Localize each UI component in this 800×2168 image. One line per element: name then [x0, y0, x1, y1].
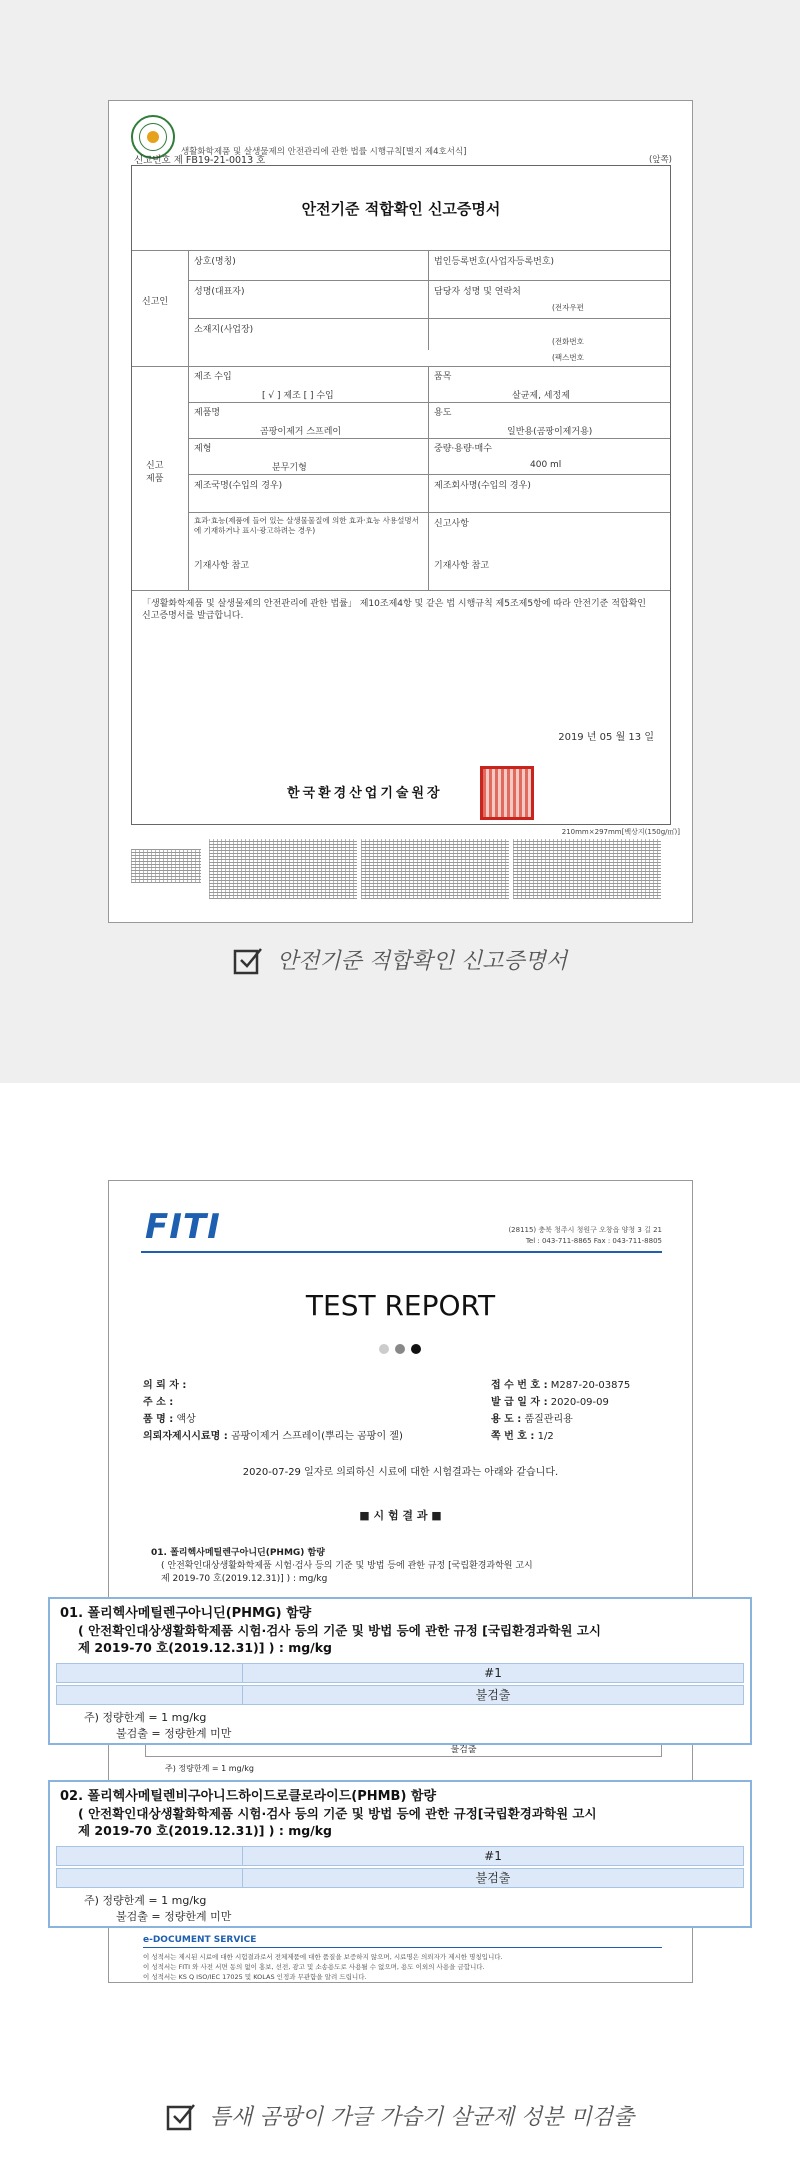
field-report-item-value: 기재사항 참고: [434, 561, 490, 571]
certificate-section: [0, 0, 800, 1083]
report-intro: 2020-07-29 일자로 의뢰하신 시료에 대한 시험결과는 아래와 같습니다.: [242, 1467, 559, 1478]
dot: [395, 1344, 405, 1354]
field-corp-no: 법인등록번호(사업자등록번호): [434, 257, 555, 267]
header-rule: [141, 1251, 662, 1253]
info-row: 접 수 번 호 : M287-20-03875: [491, 1380, 631, 1391]
dot: [411, 1344, 421, 1354]
result-heading: ■ 시 험 결 과 ■: [359, 1509, 442, 1522]
divider: [188, 250, 189, 590]
bg-result-text: 불검출: [450, 1745, 477, 1755]
divider: [132, 366, 670, 367]
footer-line: 이 성적서는 제시된 시료에 대한 시험결과로서 전체제품에 대한 품질을 보증하지 않으며, 시료명은 의뢰자가 제시한 명칭입니다.: [143, 1953, 503, 1961]
barcode-strip: [361, 839, 509, 899]
highlight-result-row: [56, 1685, 744, 1705]
footer-brand: e-DOCUMENT SERVICE: [143, 1935, 257, 1945]
divider: [428, 366, 429, 590]
divider: [188, 318, 670, 319]
field-product-name-value: 곰팡이제거 스프레이: [260, 427, 342, 437]
report-section: [0, 1083, 800, 2168]
certificate-title: 안전기준 적합확인 신고증명서: [301, 200, 501, 218]
barcode-strip: [131, 849, 201, 883]
field-trade-name: 상호(명칭): [194, 257, 236, 267]
field-phone: (전화번호: [552, 337, 584, 346]
official-red-seal: [480, 766, 534, 820]
info-row: 주 소 :: [143, 1397, 174, 1408]
info-row: 의 뢰 자 :: [143, 1380, 187, 1391]
highlight-note2: 불검출 = 정량한계 미만: [116, 1910, 232, 1923]
info-row: 품 명 : 액상: [143, 1414, 196, 1425]
issue-date: 2019 년 05 월 13 일: [558, 732, 654, 743]
certificate-document: [108, 100, 693, 923]
left-info: [143, 1377, 403, 1445]
barcode-strip: [209, 839, 357, 899]
info-row: 발 급 일 자 : 2020-09-09: [491, 1397, 609, 1408]
field-effect: 효과·효능(제품에 들어 있는 살생물물질에 의한 효과·효능 사용설명서에 기재하거나 표시·광고하려는 경우): [194, 516, 419, 535]
divider: [188, 474, 670, 475]
footer-rule: [143, 1947, 662, 1948]
field-usage: 용도: [434, 408, 452, 418]
highlight-title: 02. 폴리헥사메틸렌비구아니드하이드로클로라이드(PHMB) 함량: [60, 1789, 437, 1804]
field-usage-value: 일반용(곰팡이제거용): [507, 427, 593, 437]
column-label: #1: [242, 1664, 743, 1682]
field-form: 제형: [194, 444, 212, 454]
result-value: 불검출: [242, 1869, 743, 1887]
dots-decoration: [379, 1339, 421, 1358]
report-address: (28115) 충북 청주시 청원구 오창읍 양청 3 길 21: [508, 1226, 662, 1234]
field-category: 품목: [434, 372, 452, 382]
caption-text: 안전기준 적합확인 신고증명서: [276, 949, 568, 974]
bg-item-title: 01. 폴리헥사메틸렌구아니딘(PHMG) 함량: [151, 1548, 325, 1558]
highlight-result-row: [56, 1868, 744, 1888]
divider: [188, 512, 670, 513]
result-value: 불검출: [242, 1686, 743, 1704]
divider: [428, 250, 429, 350]
fiti-logo: FITI: [145, 1207, 221, 1247]
right-info: [491, 1377, 630, 1445]
field-address: 소재지(사업장): [194, 325, 254, 335]
field-contact: 담당자 성명 및 연락처: [434, 287, 521, 297]
highlight-note1: 주) 정량한계 = 1 mg/kg: [84, 1711, 207, 1724]
column-label: #1: [242, 1847, 743, 1865]
dot: [379, 1344, 389, 1354]
field-weight-value: 400 ml: [530, 460, 562, 470]
highlight-note1: 주) 정량한계 = 1 mg/kg: [84, 1894, 207, 1907]
report-number: 신고번호 제 FB19-21-0013 호: [134, 155, 266, 166]
divider: [188, 280, 670, 281]
highlight-line2: ( 안전확인대상생활화학제품 시험·검사 등의 기준 및 방법 등에 관한 규정 [국립환경과학원 고시: [78, 1623, 601, 1638]
info-row: 용 도 : 품질관리용: [491, 1414, 573, 1425]
product-label: 신고 제품: [146, 461, 164, 484]
certificate-caption: [0, 944, 800, 975]
divider: [132, 590, 670, 591]
divider: [188, 402, 670, 403]
issuer-name: 한국환경산업기술원장: [287, 786, 443, 801]
highlight-box-phmg: [48, 1597, 752, 1745]
field-origin: 제조국명(수입의 경우): [194, 481, 283, 491]
highlight-header-row: [56, 1846, 744, 1866]
bg-result-cell: [145, 1743, 662, 1757]
report-tel: Tel : 043-711-8865 Fax : 043-711-8805: [525, 1237, 662, 1245]
law-title: 생활화학제품 및 살생물제의 안전관리에 관한 법률 시행규칙[별지 제4호서식]: [181, 147, 467, 157]
stamp-center-mark: [147, 131, 159, 143]
field-effect-value: 기재사항 참고: [194, 561, 250, 571]
bg-note: 주) 정량한계 = 1 mg/kg: [165, 1764, 255, 1773]
field-report-item: 신고사항: [434, 519, 469, 529]
divider: [188, 438, 670, 439]
barcode-strip: [513, 839, 661, 899]
checkbox-check-icon: [166, 2101, 196, 2131]
field-category-value: 살균제, 세정제: [512, 391, 570, 401]
highlight-title: 01. 폴리헥사메틸렌구아니딘(PHMG) 함량: [60, 1606, 312, 1621]
highlight-line2: ( 안전확인대상생활화학제품 시험·검사 등의 기준 및 방법 등에 관한 규정[국립환경과학원 고시: [78, 1806, 597, 1821]
footer-line: 이 성적서는 KS Q ISO/IEC 17025 및 KOLAS 인정과 무관함을 알려 드립니다.: [143, 1973, 367, 1981]
highlight-line3: 제 2019-70 호(2019.12.31)] ) : mg/kg: [78, 1640, 333, 1655]
highlight-header-row: [56, 1663, 744, 1683]
info-row: 의뢰자제시시료명 : 곰팡이제거 스프레이(뿌리는 곰팡이 젤): [143, 1431, 403, 1442]
highlight-box-phmb: [48, 1780, 752, 1928]
applicant-label: 신고인: [142, 297, 169, 307]
highlight-note2: 불검출 = 정량한계 미만: [116, 1727, 232, 1740]
bg-item-sub: ( 안전확인대상생활화학제품 시험·검사 등의 기준 및 방법 등에 관한 규정 [국립환경과학원 고시: [161, 1561, 533, 1571]
statement: 「생활화학제품 및 살생물제의 안전관리에 관한 법률」 제10조제4항 및 같은 법 시행규칙 제5조제5항에 따라 안전기준 적합확인 신고증명서를 발급합니다.: [142, 599, 646, 621]
field-maker: 제조회사명(수입의 경우): [434, 481, 531, 491]
field-form-value: 분무기형: [272, 463, 307, 473]
report-caption: [0, 2100, 800, 2131]
field-weight: 중량·용량·매수: [434, 444, 492, 454]
divider: [132, 250, 670, 251]
field-manufacture-value: [ √ ] 제조 [ ] 수입: [262, 391, 334, 401]
field-email: (전자우편: [552, 303, 584, 312]
field-product-name: 제품명: [194, 408, 221, 418]
bg-item-sub2: 제 2019-70 호(2019.12.31)] ) : mg/kg: [161, 1574, 328, 1584]
caption-text: 틈새 곰팡이 가글 가습기 살균제 성분 미검출: [209, 2105, 635, 2130]
paper-size-note: 210mm×297mm[백상지(150g/㎡)]: [561, 828, 680, 836]
highlight-line3: 제 2019-70 호(2019.12.31)] ) : mg/kg: [78, 1823, 333, 1838]
footer-line: 이 성적서는 FITI 와 사전 서면 동의 없이 홍보, 선전, 광고 및 소송용도로 사용될 수 없으며, 용도 이외의 사용을 금합니다.: [143, 1963, 485, 1971]
field-fax: (팩스번호: [552, 353, 584, 362]
report-title: TEST REPORT: [305, 1289, 496, 1322]
field-manufacture: 제조 수입: [194, 372, 232, 382]
field-ceo: 성명(대표자): [194, 287, 245, 297]
info-row: 쪽 번 호 : 1/2: [491, 1431, 554, 1442]
checkbox-check-icon: [233, 945, 263, 975]
side-note: (앞쪽): [648, 155, 672, 165]
